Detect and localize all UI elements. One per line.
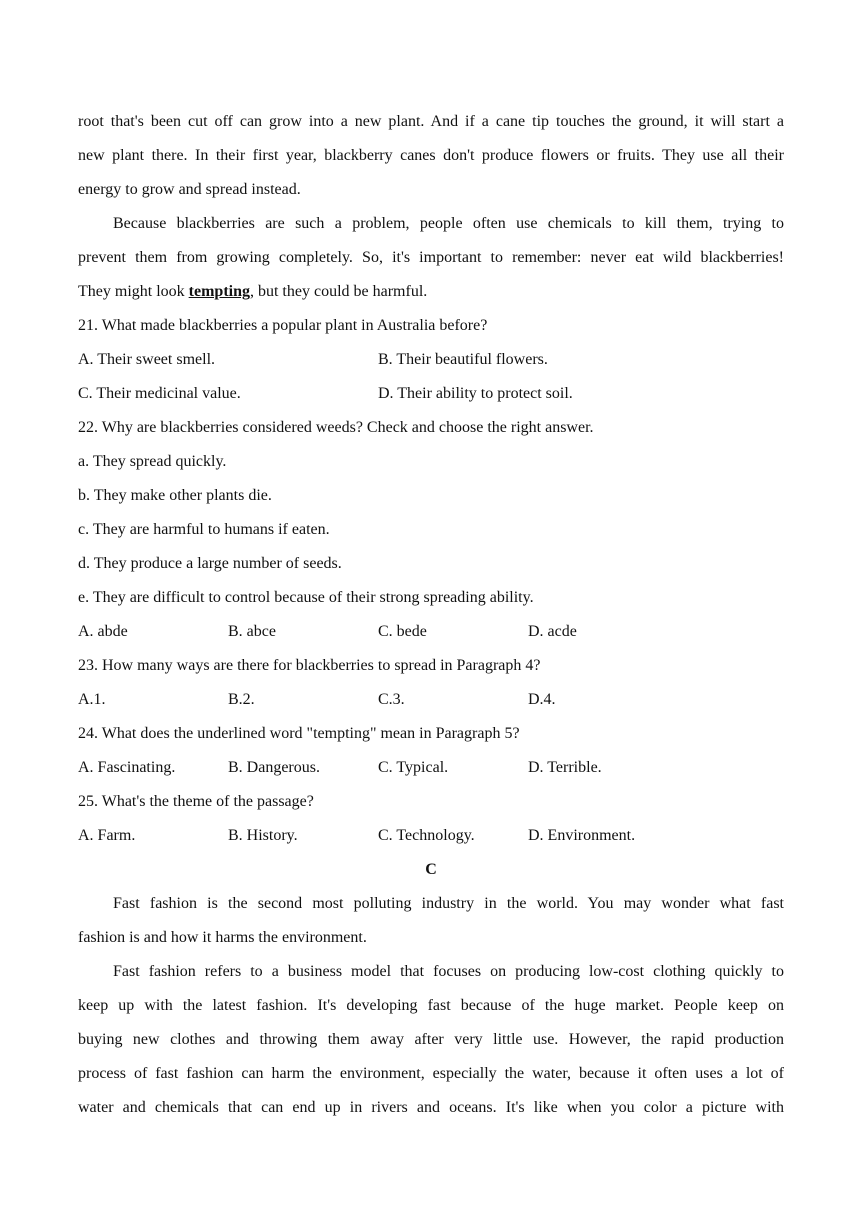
question-21-options-row-1 [78, 343, 784, 377]
q22-item-d: d. They produce a large number of seeds. [78, 555, 342, 572]
question-23-options [78, 683, 784, 717]
passage-b-p5-line-2: prevent them from growing completely. So, it's important to remember: never eat wild blackberries! [78, 249, 784, 266]
question-24-options [78, 751, 784, 785]
section-c-p2-line-5: water and chemicals that can end up in rivers and oceans. It's like when you color a picture with [78, 1099, 784, 1116]
q21-option-b: B. Their beautiful flowers. [378, 351, 548, 368]
q24-option-b: B. Dangerous. [228, 759, 320, 776]
question-24-stem: 24. What does the underlined word "tempting" mean in Paragraph 5? [78, 725, 520, 742]
q22-option-c: C. bede [378, 623, 427, 640]
question-23-stem: 23. How many ways are there for blackberries to spread in Paragraph 4? [78, 657, 541, 674]
q24-option-d: D. Terrible. [528, 759, 602, 776]
q22-item-c: c. They are harmful to humans if eaten. [78, 521, 330, 538]
question-22-options [78, 615, 784, 649]
q22-item-a: a. They spread quickly. [78, 453, 227, 470]
q22-item-e: e. They are difficult to control because of their strong spreading ability. [78, 589, 534, 606]
q22-option-d: D. acde [528, 623, 577, 640]
passage-b-line-3: energy to grow and spread instead. [78, 181, 301, 198]
underlined-keyword: tempting [188, 283, 250, 300]
section-c-p1-line-1: Fast fashion is the second most polluting industry in the world. You may wonder what fast [113, 895, 784, 912]
q24-option-a: A. Fascinating. [78, 759, 176, 776]
q23-option-d: D.4. [528, 691, 556, 708]
q22-item-b: b. They make other plants die. [78, 487, 272, 504]
q25-option-d: D. Environment. [528, 827, 636, 844]
section-c-p2-line-4: process of fast fashion can harm the environment, especially the water, because it often uses a lot of [78, 1065, 784, 1082]
passage-b-line-1: root that's been cut off can grow into a new plant. And if a cane tip touches the ground, it will start a [78, 113, 784, 130]
p5-text-before: They might look [78, 283, 189, 300]
question-25-stem: 25. What's the theme of the passage? [78, 793, 314, 810]
passage-b-line-2: new plant there. In their first year, blackberry canes don't produce flowers or fruits. They use all their [78, 147, 784, 164]
section-c-p1-line-2: fashion is and how it harms the environment. [78, 929, 367, 946]
q24-option-c: C. Typical. [378, 759, 449, 776]
q25-option-b: B. History. [228, 827, 298, 844]
q23-option-c: C.3. [378, 691, 405, 708]
passage-b-p5-line-1: Because blackberries are such a problem, people often use chemicals to kill them, trying to [113, 215, 784, 232]
question-25-options [78, 819, 784, 853]
section-c-p2-line-1: Fast fashion refers to a business model that focuses on producing low-cost clothing quickly to [113, 963, 784, 980]
p5-text-after: , but they could be harmful. [249, 283, 428, 300]
q23-option-b: B.2. [228, 691, 255, 708]
page-content [78, 105, 784, 1125]
section-c-p2-line-3: buying new clothes and throwing them away after very little use. However, the rapid production [78, 1031, 784, 1048]
section-c-p2-line-2: keep up with the latest fashion. It's developing fast because of the huge market. People keep on [78, 997, 784, 1014]
q22-option-b: B. abce [228, 623, 276, 640]
q23-option-a: A.1. [78, 691, 106, 708]
question-21-options-row-2 [78, 377, 784, 411]
q22-option-a: A. abde [78, 623, 128, 640]
section-c-heading: C [425, 861, 437, 878]
q25-option-c: C. Technology. [378, 827, 475, 844]
question-22-stem: 22. Why are blackberries considered weeds? Check and choose the right answer. [78, 419, 594, 436]
q25-option-a: A. Farm. [78, 827, 136, 844]
question-21-stem: 21. What made blackberries a popular plant in Australia before? [78, 317, 488, 334]
q21-option-c: C. Their medicinal value. [78, 385, 241, 402]
q21-option-d: D. Their ability to protect soil. [378, 385, 573, 402]
q21-option-a: A. Their sweet smell. [78, 351, 216, 368]
passage-b-p5-line-3 [78, 275, 784, 309]
